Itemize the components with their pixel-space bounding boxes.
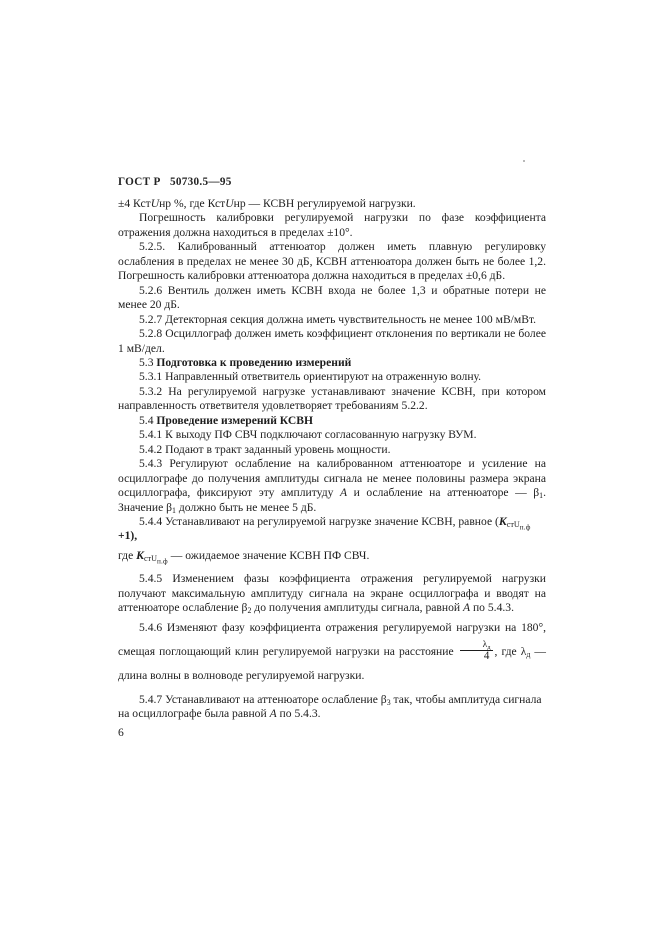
text-5-4-7-b: так, чтобы амплитуда сигнала на осциллографе была равной bbox=[118, 692, 542, 721]
heading-5-4-number: 5.4 bbox=[139, 413, 157, 427]
formula-k-subsubscript-2: п.ф bbox=[157, 557, 168, 566]
document-body bbox=[118, 197, 546, 722]
formula-k-letter-2: К bbox=[136, 548, 144, 562]
heading-5-3-title: Подготовка к проведению измерений bbox=[156, 355, 352, 369]
text-where-b: — ожидаемое значение КСВН ПФ СВЧ. bbox=[167, 548, 370, 562]
formula-k-letter-1: К bbox=[498, 514, 507, 528]
paragraph-5-4-4 bbox=[118, 515, 546, 544]
fraction-lambda-over-four bbox=[460, 641, 493, 663]
text-ksvn-intro-3: нр — КСВН регулируемой нагрузки. bbox=[233, 197, 416, 210]
formula-ksvn-symbol-1 bbox=[498, 514, 531, 532]
text-5-4-6-a: 5.4.6 Изменяют фазу коэффициента отражения регулируемой нагрузки на 180°, смещая поглощающий клин регулируемой нагрузки на расстояние bbox=[118, 620, 546, 658]
text-ksvn-intro-2: нр %, где Кст bbox=[159, 197, 226, 210]
paragraph-5-4-7 bbox=[118, 693, 546, 722]
scan-speck bbox=[523, 160, 525, 162]
paragraph-5-2-7: 5.2.7 Детекторная секция должна иметь чувствительность не менее 100 мВ/мВт. bbox=[139, 312, 537, 326]
formula-k-subscript-1: стU bbox=[506, 519, 520, 529]
heading-5-3-number: 5.3 bbox=[139, 355, 157, 369]
text-5-4-4-a: 5.4.4 Устанавливают на регулируемой нагрузке значение КСВН, равное ( bbox=[139, 514, 499, 528]
text-where-a: где bbox=[118, 548, 137, 562]
paragraph-5-4-2: 5.4.2 Подают в тракт заданный уровень мощности. bbox=[139, 442, 391, 456]
lambda-symbol: λ bbox=[482, 639, 488, 650]
paragraph-5-3-1: 5.3.1 Направленный ответвитель ориентируют на отраженную волну. bbox=[139, 370, 482, 384]
beta-subscript-1b: 1 bbox=[172, 505, 176, 515]
variable-amplitude-a-3: A bbox=[269, 707, 277, 721]
text-5-4-3-d: должно быть не менее 5 дБ. bbox=[175, 500, 317, 514]
paragraph-5-2-8: 5.2.8 Осциллограф должен иметь коэффициент отклонения по вертикали не более 1 мВ/дел. bbox=[118, 327, 546, 355]
variable-u-1: U bbox=[150, 197, 160, 210]
paragraph-pogreshnost: Погрешность калибровки регулируемой нагрузки по фазе коэффициента отражения должна находиться в пределах ±10°. bbox=[118, 211, 546, 239]
paragraph-5-2-5: 5.2.5. Калиброванный аттенюатор должен иметь плавную регулировку ослабления в пределах не менее 30 дБ, КСВН аттенюатора должен быть не более 1,2. Погрешность калибровки аттенюатора должна находиться в пределах ±0,6 дБ. bbox=[118, 240, 546, 283]
text-5-4-6-c: — длина волны в волноводе регулируемой нагрузки. bbox=[118, 644, 546, 682]
paragraph-5-4-1: 5.4.1 К выходу ПФ СВЧ подключают согласованную нагрузку ВУМ. bbox=[139, 428, 477, 442]
variable-u-2: U bbox=[225, 197, 234, 210]
paragraph-5-4-6 bbox=[118, 616, 546, 688]
beta-subscript-3: 3 bbox=[386, 697, 391, 707]
beta-subscript-2: 2 bbox=[247, 606, 252, 616]
text-5-4-6-b: , где λ bbox=[494, 644, 527, 658]
text-5-4-5-c: по 5.4.3. bbox=[470, 601, 514, 615]
paragraph-ksvn-intro bbox=[118, 197, 546, 211]
heading-5-4 bbox=[118, 414, 546, 428]
text-5-4-3-c: . Значение β bbox=[118, 486, 547, 514]
text-5-4-3-b: и ослабление на аттенюаторе — β bbox=[347, 486, 540, 500]
paragraph-5-4-5 bbox=[118, 572, 546, 615]
variable-amplitude-a-2: A bbox=[462, 601, 471, 615]
formula-ksvn-symbol-2 bbox=[136, 548, 168, 566]
text-5-4-3-a: 5.4.3 Регулируют ослабление на калиброванном аттенюаторе и усиление на осциллографе до получения амплитуды сигнала не менее половины размера экрана осциллографа, фиксируют эту амплитуду bbox=[118, 457, 546, 500]
beta-subscript-1a: 1 bbox=[539, 491, 544, 501]
paragraph-5-4-3 bbox=[118, 457, 546, 515]
lambda-subscript-d: д bbox=[487, 643, 491, 651]
fraction-numerator bbox=[460, 641, 493, 651]
formula-k-subsubscript-1: п.ф bbox=[519, 523, 531, 532]
text-5-4-5-a: 5.4.5 Изменением фазы коэффициента отражения регулируемой нагрузки получают максимальную амплитуду сигнала на экране осциллографа и вводят на аттенюаторе ослабление β bbox=[118, 572, 546, 615]
heading-5-3 bbox=[118, 356, 546, 370]
text-5-4-7-c: по 5.4.3. bbox=[276, 707, 321, 721]
paragraph-5-3-2: 5.3.2 На регулируемой нагрузке устанавливают значение КСВН, при котором направленность ответвителя удовлетворяет требованиям 5.2.2. bbox=[118, 384, 546, 413]
text-5-4-5-b: до получения амплитуды сигнала, равной bbox=[251, 601, 463, 615]
fraction-denominator: 4 bbox=[460, 650, 493, 662]
formula-k-subscript-2: стU bbox=[144, 553, 157, 563]
variable-amplitude-a-1: A bbox=[339, 486, 348, 500]
page-number: 6 bbox=[118, 726, 124, 739]
paragraph-5-2-6: 5.2.6 Вентиль должен иметь КСВН входа не более 1,3 и обратные потери не менее 20 дБ. bbox=[118, 283, 546, 312]
page-header-standard-number: ГОСТ Р 50730.5—95 bbox=[118, 176, 232, 188]
paragraph-where-clause bbox=[118, 548, 546, 566]
heading-5-4-title: Проведение измерений КСВН bbox=[156, 413, 314, 427]
text-ksvn-intro-1: ±4 Кст bbox=[118, 197, 151, 210]
text-5-4-7-a: 5.4.7 Устанавливают на аттенюаторе ослабление β bbox=[139, 692, 387, 706]
spacer-before-5-4-5 bbox=[118, 563, 546, 572]
text-5-4-4-b: +1), bbox=[118, 529, 138, 543]
lambda-subscript-d-2: д bbox=[526, 649, 531, 659]
